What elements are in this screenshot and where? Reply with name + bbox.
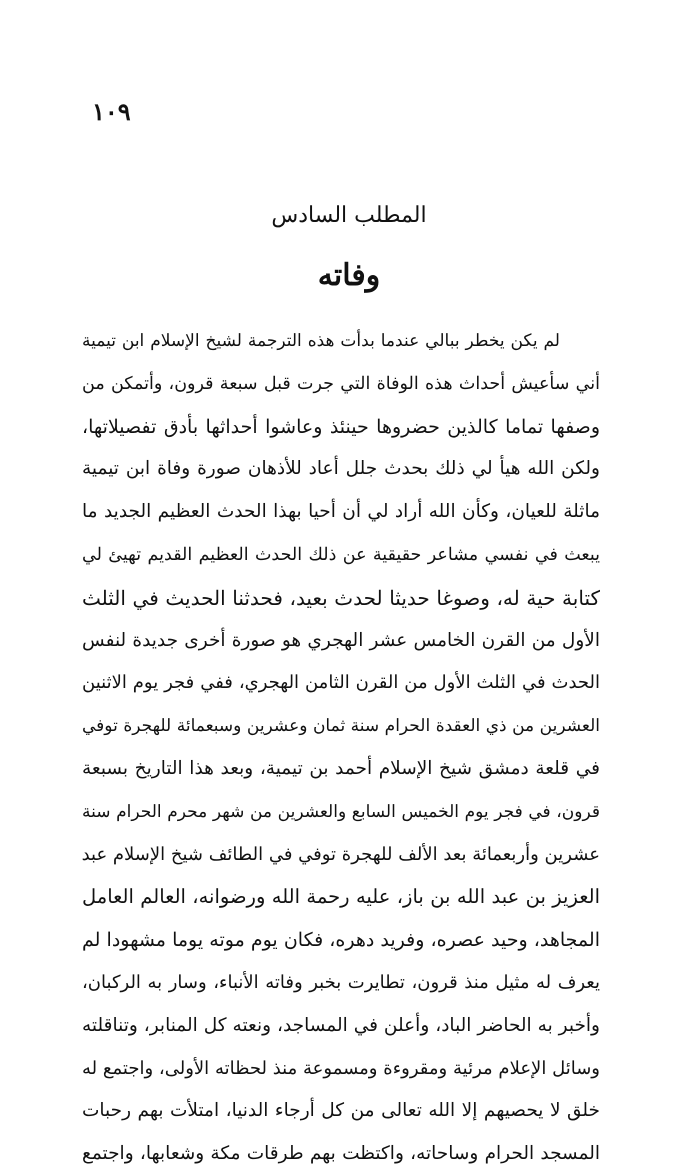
- section-heading: المطلب السادس: [271, 203, 427, 228]
- text-line: المجاهد، وحيد عصره، وفريد دهره، فكان يوم موته يوما مشهودا لم: [82, 929, 600, 952]
- text-line: يعرف له مثيل منذ قرون، تطايرت بخبر وفاته الأنباء، وسار به الركبان،: [82, 971, 600, 993]
- text-line: الأول من القرن الخامس عشر الهجري هو صورة أخرى جديدة لنفس: [82, 629, 600, 651]
- text-line: وأخبر به الحاضر الباد، وأعلن في المساجد، ونعته كل المنابر، وتناقلته: [82, 1014, 600, 1036]
- text-line: وسائل الإعلام مرئية ومقروءة ومسموعة منذ لحظاته الأولى، واجتمع له: [82, 1057, 600, 1079]
- page-number: ١٠٩: [92, 97, 131, 126]
- text-line: ولكن الله هيأ لي ذلك بحدث جلل أعاد للأذهان صورة وفاة ابن تيمية: [82, 458, 600, 480]
- text-line: العشرين من ذي العقدة الحرام سنة ثمان وعشرين وسبعمائة للهجرة توفي: [82, 716, 600, 737]
- text-line: الحدث في الثلث الأول من القرن الثامن الهجري، ففي فجر يوم الاثنين: [82, 672, 600, 694]
- text-line: يبعث في نفسي مشاعر حقيقية عن ذلك الحدث العظيم القديم تهيئ لي: [82, 544, 600, 565]
- text-line: المسجد الحرام وساحاته، واكتظت بهم طرقات مكة وشعابها، واجتمع: [82, 1143, 600, 1165]
- text-line: وصفها تماما كالذين حضروها حينئذ وعاشوا أحداثها بأدق تفصيلاتها،: [82, 415, 600, 438]
- text-line: في قلعة دمشق شيخ الإسلام أحمد بن تيمية، وبعد هذا التاريخ بسبعة: [82, 757, 600, 779]
- text-line: لم يكن يخطر ببالي عندما بدأت هذه الترجمة لشيخ الإسلام ابن تيمية: [82, 331, 560, 351]
- text-line: قرون، في فجر يوم الخميس السابع والعشرين من شهر محرم الحرام سنة: [82, 801, 600, 822]
- body-text: [82, 320, 600, 1176]
- text-line: كتابة حية له، وصوغا حديثا لحدث بعيد، فحدثنا الحديث في الثلث: [82, 585, 600, 610]
- chapter-title: وفاته: [317, 258, 381, 293]
- text-line: أني سأعيش أحداث هذه الوفاة التي جرت قبل سبعة قرون، وأتمكن من: [82, 373, 600, 394]
- text-line: ماثلة للعيان، وكأن الله أراد لي أن أحيا بهذا الحدث العظيم الجديد ما: [82, 501, 600, 523]
- text-line: عشرين وأربعمائة بعد الألف للهجرة توفي في الطائف شيخ الإسلام عبد: [82, 843, 600, 865]
- text-line: العزيز بن عبد الله بن باز، عليه رحمة الله ورضوانه، العالم العامل: [82, 885, 600, 909]
- text-line: خلق لا يحصيهم إلا الله تعالى من كل أرجاء الدنيا، امتلأت بهم رحبات: [82, 1100, 600, 1122]
